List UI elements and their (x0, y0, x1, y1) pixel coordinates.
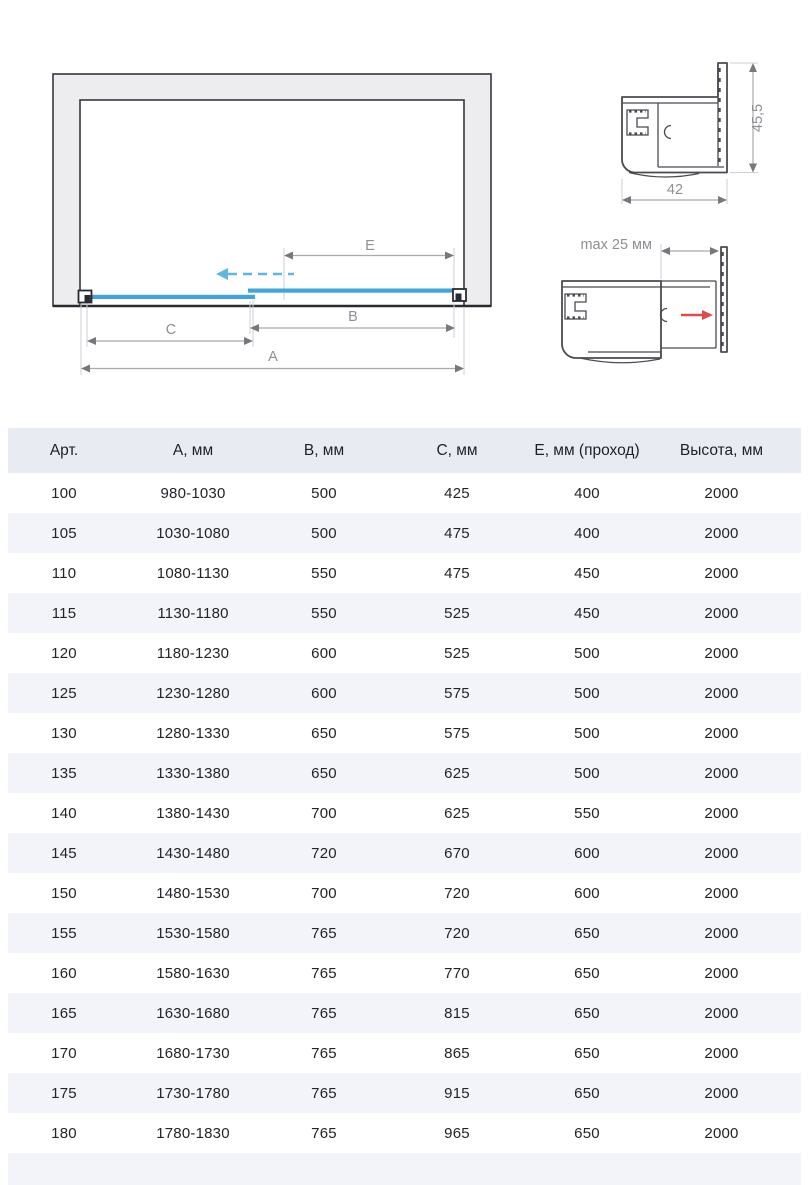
table-row (8, 1113, 801, 1153)
cell-art: 175 (51, 1084, 77, 1102)
cell-c: 865 (444, 1044, 470, 1062)
cell-b: 765 (311, 924, 337, 942)
cell-b: 600 (311, 644, 337, 662)
cell-e: 650 (574, 964, 600, 982)
col-header-c: С, мм (436, 441, 478, 459)
cell-e: 600 (574, 844, 600, 862)
cell-art: 115 (51, 604, 77, 622)
cell-height: 2000 (704, 684, 739, 702)
cell-c: 770 (444, 964, 470, 982)
cell-art: 130 (51, 724, 77, 742)
cell-e: 600 (574, 884, 600, 902)
adjust-direction-arrow (681, 310, 713, 320)
col-header-e: Е, мм (проход) (534, 441, 640, 459)
cell-a: 1680-1730 (156, 1044, 230, 1062)
cell-b: 765 (311, 1044, 337, 1062)
cell-a: 1780-1830 (156, 1124, 230, 1142)
table-row (8, 913, 801, 953)
left-wall-bracket (79, 291, 92, 303)
cell-c: 475 (444, 564, 470, 582)
cell-art: 145 (51, 844, 77, 862)
table-row (8, 753, 801, 793)
cell-c: 425 (444, 484, 470, 502)
dim-width (622, 179, 727, 204)
cell-e: 650 (574, 1044, 600, 1062)
size-table (8, 428, 801, 1153)
dim-a (81, 349, 464, 373)
table-row (8, 633, 801, 673)
cell-c: 965 (444, 1124, 470, 1142)
cell-e: 500 (574, 644, 600, 662)
table-row (8, 833, 801, 873)
cell-c: 525 (444, 604, 470, 622)
cell-b: 500 (311, 524, 337, 542)
cell-c: 575 (444, 684, 470, 702)
cell-height: 2000 (704, 524, 739, 542)
cell-height: 2000 (704, 484, 739, 502)
cell-a: 1630-1680 (156, 1004, 230, 1022)
cell-c: 720 (444, 924, 470, 942)
cell-height: 2000 (704, 1044, 739, 1062)
cell-e: 500 (574, 724, 600, 742)
table-row (8, 673, 801, 713)
dim-label-a: A (268, 349, 278, 365)
cell-height: 2000 (704, 924, 739, 942)
cell-b: 650 (311, 724, 337, 742)
fixed-glass-panel (87, 295, 255, 299)
cell-b: 550 (311, 604, 337, 622)
table-row (8, 593, 801, 633)
cell-height: 2000 (704, 884, 739, 902)
table-row (8, 473, 801, 513)
profile-cross-section-diagram (555, 40, 809, 225)
dim-label-adjustment: max 25 мм (580, 237, 652, 253)
cell-height: 2000 (704, 1124, 739, 1142)
cell-art: 165 (51, 1004, 77, 1022)
dim-label-width: 42 (666, 182, 684, 198)
table-row (8, 873, 801, 913)
table-row (8, 793, 801, 833)
cell-a: 1230-1280 (156, 684, 230, 702)
cell-art: 180 (51, 1124, 77, 1142)
dim-label-b: B (348, 309, 358, 325)
cell-e: 650 (574, 924, 600, 942)
cell-c: 625 (444, 804, 470, 822)
cell-a: 1180-1230 (156, 644, 230, 662)
cell-c: 670 (444, 844, 470, 862)
col-header-b: В, мм (303, 441, 345, 459)
right-wall-bracket (453, 289, 466, 301)
cell-height: 2000 (704, 804, 739, 822)
cell-b: 500 (311, 484, 337, 502)
next-row-stripe (8, 1153, 801, 1185)
cell-e: 650 (574, 1084, 600, 1102)
cell-b: 720 (311, 844, 337, 862)
cell-b: 700 (311, 804, 337, 822)
cell-art: 155 (51, 924, 77, 942)
cell-b: 765 (311, 1084, 337, 1102)
table-body (8, 473, 801, 1153)
cell-e: 400 (574, 484, 600, 502)
cell-art: 170 (51, 1044, 77, 1062)
table-header-row (8, 428, 801, 473)
cell-c: 525 (444, 644, 470, 662)
cell-c: 815 (444, 1004, 470, 1022)
cell-e: 500 (574, 684, 600, 702)
dim-label-height: 45,5 (750, 103, 766, 133)
col-header-height: Высота, мм (679, 441, 764, 459)
cell-a: 1130-1180 (157, 604, 229, 622)
cell-c: 475 (444, 524, 470, 542)
cell-height: 2000 (704, 764, 739, 782)
cell-height: 2000 (704, 604, 739, 622)
cell-e: 450 (574, 604, 600, 622)
door-opening (80, 100, 464, 306)
cell-a: 1430-1480 (156, 844, 230, 862)
cell-c: 575 (444, 724, 470, 742)
cell-b: 650 (311, 764, 337, 782)
cell-e: 450 (574, 564, 600, 582)
cell-height: 2000 (704, 644, 739, 662)
table-row (8, 553, 801, 593)
table-row (8, 1033, 801, 1073)
table-row (8, 993, 801, 1033)
table-row (8, 953, 801, 993)
table-row (8, 513, 801, 553)
cell-c: 915 (444, 1084, 470, 1102)
dim-adjustment (580, 237, 719, 279)
cell-a: 1080-1130 (156, 564, 230, 582)
cell-e: 650 (574, 1004, 600, 1022)
dim-label-c: C (165, 322, 177, 338)
cell-art: 135 (51, 764, 77, 782)
dim-label-e: E (365, 238, 375, 254)
cell-height: 2000 (704, 564, 739, 582)
cell-b: 700 (311, 884, 337, 902)
cell-a: 1380-1430 (156, 804, 230, 822)
profile-adjustment-diagram (548, 228, 809, 378)
cell-a: 1580-1630 (156, 964, 230, 982)
cell-c: 625 (444, 764, 470, 782)
cell-b: 765 (311, 1124, 337, 1142)
sliding-glass-panel (248, 289, 455, 293)
cell-art: 120 (51, 644, 77, 662)
cell-a: 1330-1380 (156, 764, 230, 782)
cell-e: 400 (574, 524, 600, 542)
cell-a: 1480-1530 (156, 884, 230, 902)
dim-height (730, 63, 766, 173)
cell-a: 1730-1780 (156, 1084, 230, 1102)
col-header-a: А, мм (172, 441, 214, 459)
cell-art: 110 (51, 564, 77, 582)
cell-a: 980-1030 (160, 484, 226, 502)
cell-art: 100 (51, 484, 77, 502)
cell-b: 765 (311, 964, 337, 982)
cell-height: 2000 (704, 844, 739, 862)
cell-e: 550 (574, 804, 600, 822)
col-header-art: Арт. (49, 441, 79, 459)
cell-art: 150 (51, 884, 77, 902)
cell-a: 1280-1330 (156, 724, 230, 742)
cell-art: 125 (51, 684, 77, 702)
cell-a: 1530-1580 (156, 924, 230, 942)
cell-e: 650 (574, 1124, 600, 1142)
cell-art: 105 (51, 524, 77, 542)
cell-height: 2000 (704, 964, 739, 982)
cell-art: 160 (51, 964, 77, 982)
table-row (8, 713, 801, 753)
cell-art: 140 (51, 804, 77, 822)
cell-a: 1030-1080 (156, 524, 230, 542)
cell-height: 2000 (704, 1084, 739, 1102)
cell-b: 600 (311, 684, 337, 702)
table-row (8, 1073, 801, 1113)
cell-c: 720 (444, 884, 470, 902)
cell-b: 550 (311, 564, 337, 582)
front-view-diagram (40, 50, 510, 390)
dim-c (87, 322, 253, 345)
dim-b (250, 309, 455, 332)
cell-e: 500 (574, 764, 600, 782)
cell-height: 2000 (704, 1004, 739, 1022)
cell-b: 765 (311, 1004, 337, 1022)
cell-height: 2000 (704, 724, 739, 742)
